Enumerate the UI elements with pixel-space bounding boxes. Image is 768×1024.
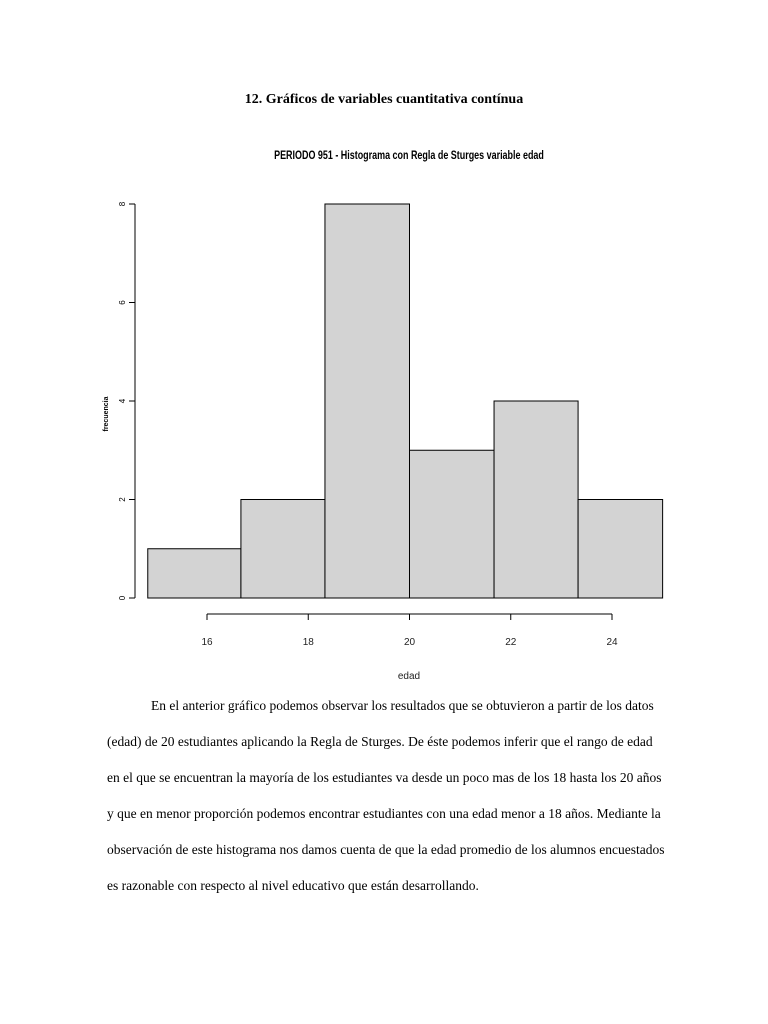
histogram-bar: [578, 500, 663, 599]
histogram-bar: [148, 549, 241, 598]
histogram-bar: [241, 500, 325, 599]
x-tick-label: 18: [302, 637, 314, 648]
x-axis-label: edad: [397, 671, 421, 682]
y-tick-label: 8: [118, 201, 127, 207]
chart-title: PERIODO 951 - Histograma con Regla de Sturges variable edad: [274, 150, 544, 163]
body-paragraph: En el anterior gráfico podemos observar los resultados que se obtuvieron a partir de los datos (edad) de 20 estudiantes aplicando la Regla de Sturges. De éste podemos inferir que el rango de edad en el que se encuentran la mayoría de los estudiantes va desde un poco mas de los 18 hasta los 20 años y que en menor proporción podemos encontrar estudiantes con una edad menor a 18 años. Mediante la observación de este histograma nos damos cuenta de que la edad promedio de los alumnos encuestados es razonable con respecto al nivel educativo que están desarrollando.: [107, 698, 665, 893]
y-tick-label: 2: [118, 497, 127, 502]
histogram-bars: [148, 204, 663, 598]
y-axis: [118, 201, 135, 600]
x-tick-label: 22: [505, 637, 517, 648]
x-tick-label: 20: [403, 637, 416, 648]
y-tick-label: 0: [118, 595, 127, 601]
histogram-bar: [325, 204, 410, 598]
x-axis: [201, 614, 618, 648]
x-tick-label: 24: [606, 637, 618, 648]
y-axis-label: frecuencia: [103, 396, 110, 432]
x-tick-label: 16: [201, 637, 213, 648]
y-tick-label: 4: [118, 398, 127, 404]
histogram-bar: [410, 450, 495, 598]
histogram-bar: [494, 401, 578, 598]
section-heading: 12. Gráficos de variables cuantitativa contínua: [244, 92, 524, 107]
y-tick-label: 6: [118, 300, 127, 305]
